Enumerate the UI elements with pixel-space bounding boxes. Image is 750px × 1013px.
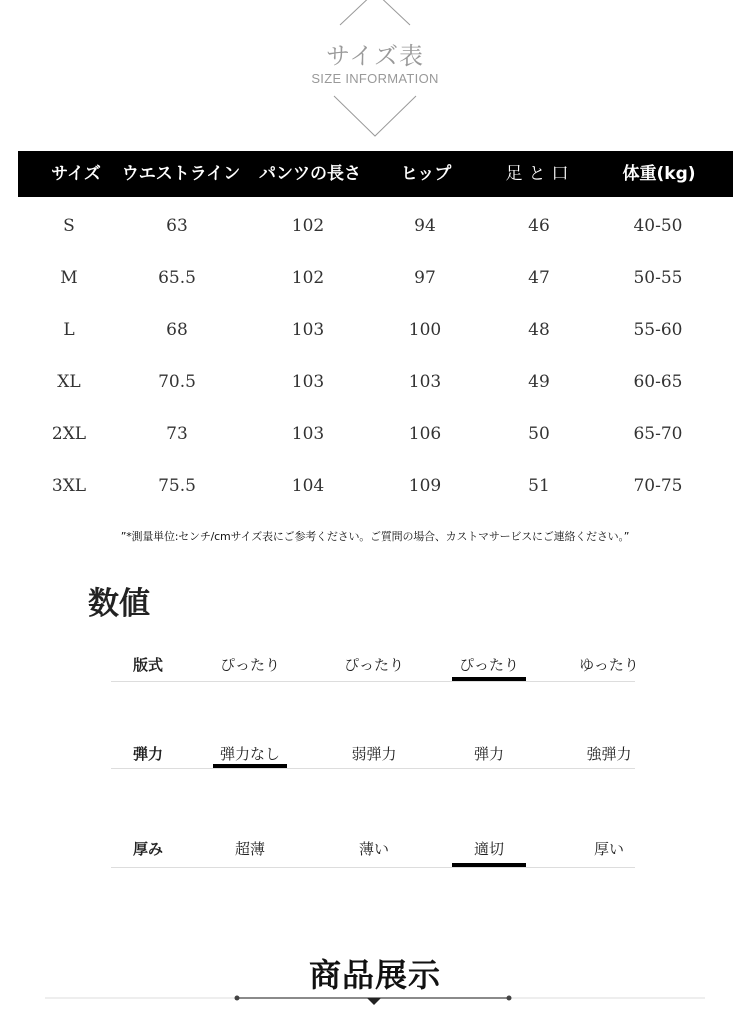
spec-option: ぴったり xyxy=(343,656,405,674)
spec-option: ぴったり xyxy=(219,656,281,674)
spec-selected-indicator xyxy=(213,764,287,768)
table-cell-length: 103 xyxy=(291,372,325,392)
table-cell-size: XL xyxy=(57,372,81,392)
spec-selected-indicator xyxy=(452,677,526,681)
table-cell-hip: 109 xyxy=(408,476,442,496)
table-cell-weight: 60-65 xyxy=(633,372,683,392)
spec-option: 弾力なし xyxy=(219,745,281,763)
specs-section-title: 数値 xyxy=(88,586,150,622)
table-row xyxy=(0,471,750,501)
table-cell-size: 3XL xyxy=(51,476,87,496)
spec-label: 版式 xyxy=(132,656,164,674)
table-cell-weight: 65-70 xyxy=(633,424,683,444)
spec-divider xyxy=(111,867,635,868)
table-cell-weight: 70-75 xyxy=(633,476,683,496)
spec-option: 超薄 xyxy=(234,840,266,858)
size-chart-title: サイズ表 xyxy=(325,42,425,70)
table-cell-hip: 97 xyxy=(414,268,436,288)
spec-option: 厚い xyxy=(593,840,625,858)
spec-option: ぴったり xyxy=(458,656,520,674)
spec-label: 厚み xyxy=(132,840,164,858)
table-cell-hip: 106 xyxy=(408,424,442,444)
size-chart-subtitle: SIZE INFORMATION xyxy=(311,71,439,86)
table-row xyxy=(0,367,750,397)
spec-divider xyxy=(111,681,635,682)
spec-option: 弾力 xyxy=(473,745,505,763)
table-row xyxy=(0,419,750,449)
table-cell-weight: 50-55 xyxy=(633,268,683,288)
spec-option: ゆったり xyxy=(579,656,639,674)
spec-option: 強弾力 xyxy=(586,745,632,763)
table-row xyxy=(0,315,750,345)
table-cell-weight: 40-50 xyxy=(633,216,683,236)
spec-option: 薄い xyxy=(358,840,390,858)
table-cell-leg-opening: 51 xyxy=(528,476,550,496)
table-cell-leg-opening: 50 xyxy=(528,424,550,444)
product-display-divider xyxy=(0,990,750,1013)
column-header-size: サイズ xyxy=(51,164,101,184)
table-cell-waist: 65.5 xyxy=(158,268,196,288)
column-header-hip: ヒップ xyxy=(400,164,452,184)
table-cell-length: 103 xyxy=(291,424,325,444)
table-cell-waist: 63 xyxy=(166,216,188,236)
table-cell-waist: 70.5 xyxy=(158,372,196,392)
spec-label: 弾力 xyxy=(132,745,164,763)
size-table-header xyxy=(18,151,733,197)
spec-divider xyxy=(111,768,635,769)
table-cell-size: M xyxy=(60,268,78,288)
spec-selected-indicator xyxy=(452,863,526,867)
table-cell-waist: 75.5 xyxy=(158,476,196,496)
table-cell-hip: 100 xyxy=(408,320,442,340)
table-cell-size: 2XL xyxy=(51,424,87,444)
table-cell-hip: 103 xyxy=(408,372,442,392)
table-cell-length: 102 xyxy=(291,216,325,236)
table-cell-leg-opening: 46 xyxy=(528,216,550,236)
product-display-title: 商品展示 xyxy=(308,956,441,994)
column-header-leg-opening: 足と口 xyxy=(505,164,575,184)
measurement-note: ”*測量単位:センチ/cmサイズ表にご参考ください。ご質問の場合、カストマサービスにご連絡ください。” xyxy=(120,530,630,543)
column-header-length: パンツの長さ xyxy=(259,164,361,184)
table-cell-length: 104 xyxy=(291,476,325,496)
table-cell-size: S xyxy=(63,216,75,236)
spec-option: 適切 xyxy=(473,840,505,858)
table-row xyxy=(0,263,750,293)
table-cell-leg-opening: 48 xyxy=(528,320,550,340)
table-cell-leg-opening: 49 xyxy=(528,372,550,392)
table-cell-waist: 68 xyxy=(166,320,188,340)
table-cell-hip: 94 xyxy=(414,216,436,236)
table-cell-waist: 73 xyxy=(166,424,188,444)
table-cell-leg-opening: 47 xyxy=(528,268,550,288)
column-header-weight: 体重(kg) xyxy=(622,164,696,184)
table-cell-length: 102 xyxy=(291,268,325,288)
table-cell-length: 103 xyxy=(291,320,325,340)
column-header-waist: ウエストライン xyxy=(121,164,241,184)
spec-option: 弱弾力 xyxy=(351,745,397,763)
table-cell-weight: 55-60 xyxy=(633,320,683,340)
table-cell-size: L xyxy=(63,320,75,340)
table-row xyxy=(0,211,750,241)
